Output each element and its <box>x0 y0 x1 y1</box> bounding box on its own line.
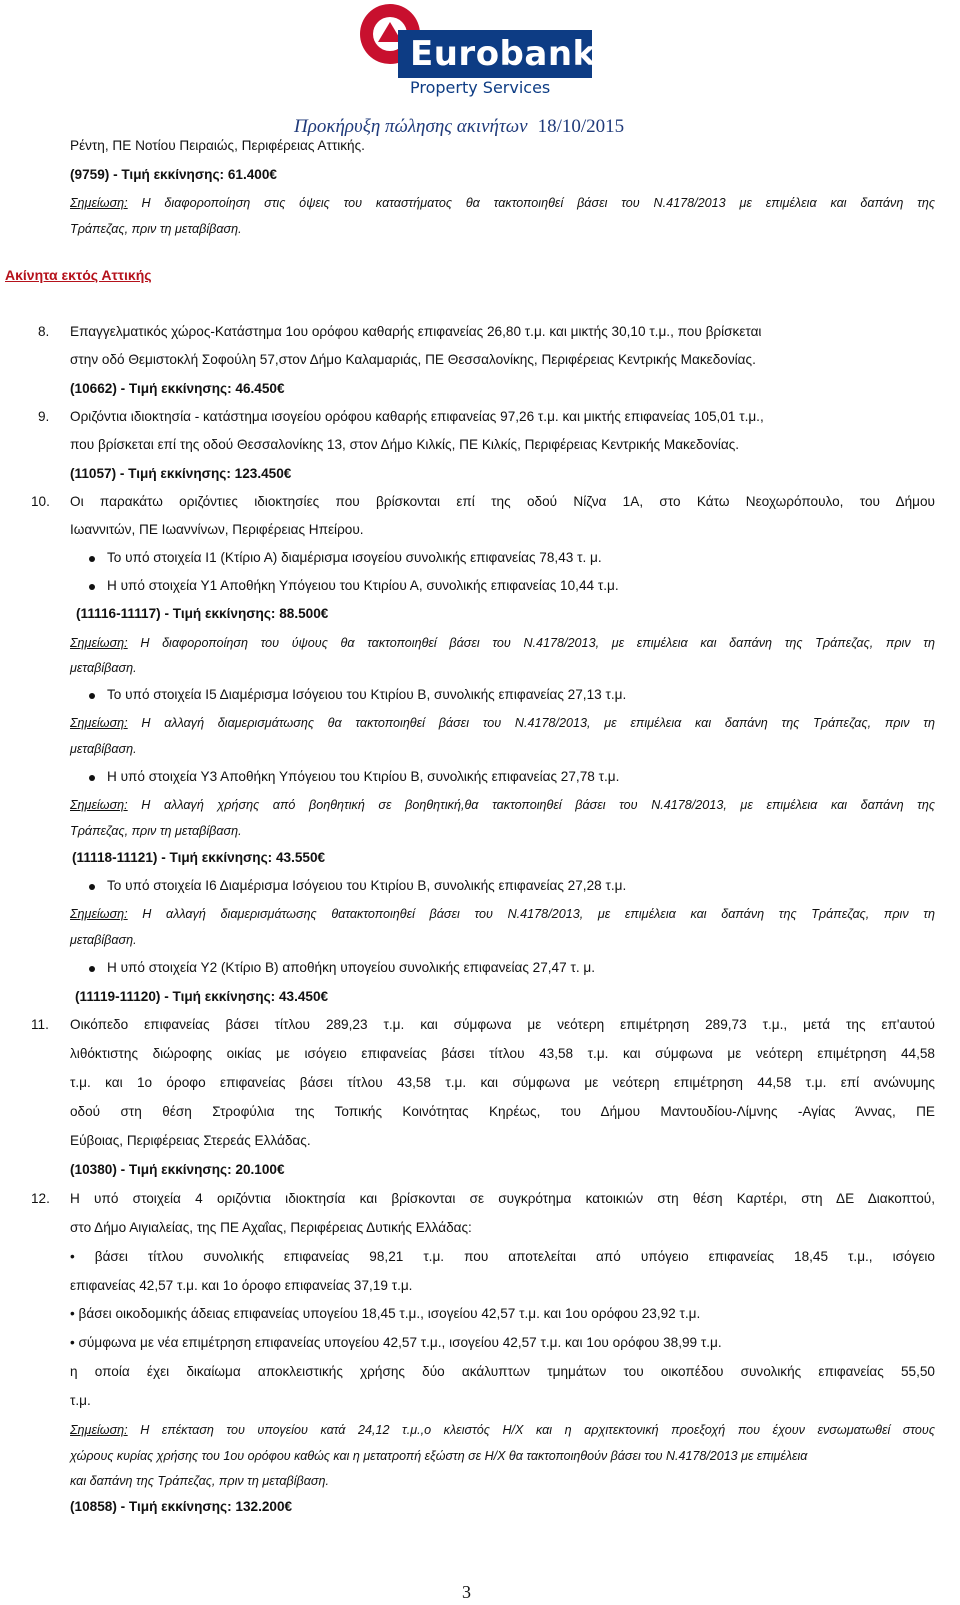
item-12-note-cont: χώρους κυρίας χρήσης του 1ου ορόφου καθώς και η μετατροπή εξώστη σε Η/Χ θα τακτοποιηθούν βάσει του Ν.4178/2013 με επιμέλεια <box>70 1449 808 1463</box>
item-10-line: Ιωαννιτών, ΠΕ Ιωαννίνων, Περιφέρειας Ηπείρου. <box>70 522 364 537</box>
item-10-note-cont: μεταβίβαση. <box>70 933 137 947</box>
item-10-note <box>70 796 935 814</box>
item-10-bullet: Η υπό στοιχεία Υ1 Αποθήκη Υπόγειου του Κτιρίου Α, συνολικής επιφανείας 10,44 τ.μ. <box>107 578 619 593</box>
item-10-note <box>70 634 935 652</box>
note-label: Σημείωση: <box>70 798 128 812</box>
logo-wordmark-box <box>398 30 596 78</box>
intro-price: (9759) - Τιμή εκκίνησης: 61.400€ <box>70 167 277 182</box>
item-11-line: οδού στη θέση Στροφύλια της Τοπικής Κοινότητας Κηρέως, του Δήμου Μαντουδίου-Λίμνης -Αγίας Άννας, ΠΕ <box>70 1104 935 1119</box>
note-text: Η αλλαγή διαμερισμάτωσης θα τακτοποιηθεί βάσει του Ν.4178/2013, με επιμέλεια και δαπάνη της Τράπεζας, πριν τη <box>127 716 935 730</box>
logo-brand-text: Eurobank <box>410 34 596 74</box>
eurobank-logo <box>360 4 596 98</box>
note-label: Σημείωση: <box>70 907 128 921</box>
note-text: Η διαφοροποίηση του ύψους θα τακτοποιηθεί βάσει του Ν.4178/2013, με επιμέλεια και δαπάνη της Τράπεζας, πριν τη <box>127 636 935 650</box>
item-10-note-cont: μεταβίβαση. <box>70 742 137 756</box>
bullet-icon <box>89 584 95 590</box>
bullet-icon <box>89 966 95 972</box>
item-8-line: στην οδό Θεμιστοκλή Σοφούλη 57,στον Δήμο Καλαμαριάς, ΠΕ Θεσσαλονίκης, Περιφέρειας Κεντρικής Μακεδονίας. <box>70 352 756 367</box>
item-9-line: που βρίσκεται επί της οδού Θεσσαλονίκης 13, στον Δήμο Κιλκίς, ΠΕ Κιλκίς, Περιφέρειας Κεντρικής Μακεδονίας. <box>70 437 740 452</box>
intro-location-line: Ρέντη, ΠΕ Νοτίου Πειραιώς, Περιφέρειας Αττικής. <box>70 138 365 153</box>
item-10-bullet: Το υπό στοιχεία Ι5 Διαμέρισμα Ισόγειου του Κτιρίου Β, συνολικής επιφανείας 27,13 τ.μ. <box>107 687 627 702</box>
item-11-line: λιθόκτιστης διώροφης οικίας με ισόγειο επιφανείας βάσει τίτλου 43,58 τ.μ. και σύμφωνα με νεότερη επιμέτρηση 44,58 <box>70 1046 935 1061</box>
item-10-bullet: Η υπό στοιχεία Υ2 (Κτίριο Β) αποθήκη υπογείου συνολικής επιφανείας 27,47 τ. μ. <box>107 960 595 975</box>
item-12-line: • βάσει οικοδομικής άδειας επιφανείας υπογείου 18,45 τ.μ., ισογείου 42,57 τ.μ. και 1ου ορόφου 23,92 τ.μ. <box>70 1306 701 1321</box>
item-12-line: Η υπό στοιχεία 4 οριζόντια ιδιοκτησία και βρίσκονται σε συγκρότημα κατοικιών στη θέση Καρτέρι, στη ΔΕ Διακοπτού, <box>70 1191 935 1206</box>
note-text: Η αλλαγή διαμερισμάτωσης θατακτοποιηθεί βάσει του Ν.4178/2013, με επιμέλεια και δαπάνη της Τράπεζας, πριν τη <box>127 907 935 921</box>
item-10-note-cont: μεταβίβαση. <box>70 661 137 675</box>
item-11-line: Εύβοιας, Περιφέρειας Στερεάς Ελλάδας. <box>70 1133 311 1148</box>
note-label: Σημείωση: <box>70 1423 128 1437</box>
item-9-line: Οριζόντια ιδιοκτησία - κατάστημα ισογείου ορόφου καθαρής επιφανείας 97,26 τ.μ. και μικτής επιφανείας 105,01 τ.μ., <box>70 409 764 424</box>
item-10-price: (11116-11117) - Τιμή εκκίνησης: 88.500€ <box>76 606 329 621</box>
document-header <box>294 116 624 138</box>
item-8-line: Επαγγελματικός χώρος-Κατάστημα 1ου ορόφου καθαρής επιφανείας 26,80 τ.μ. και μικτής 30,10 τ.μ., που βρίσκεται <box>70 324 762 339</box>
item-12-note <box>70 1421 935 1439</box>
item-10-line: Οι παρακάτω οριζόντιες ιδιοκτησίες που βρίσκονται επί της οδού Νίζνα 1Α, στο Κάτω Νεοχωρόπουλο, του Δήμου <box>70 494 935 509</box>
item-12-line: • βάσει τίτλου συνολικής επιφανείας 98,21 τ.μ. που αποτελείται από υπόγειο επιφανείας 18,45 τ.μ., ισόγειο <box>70 1249 935 1264</box>
item-12-line: στο Δήμο Αιγιαλείας, της ΠΕ Αχαΐας, Περιφέρειας Δυτικής Ελλάδας: <box>70 1220 472 1235</box>
item-10-number: 10. <box>31 494 50 509</box>
bullet-icon <box>89 556 95 562</box>
item-10-bullet: Το υπό στοιχεία Ι1 (Κτίριο Α) διαμέρισμα ισογείου συνολικής επιφανείας 78,43 τ. μ. <box>107 550 602 565</box>
item-10-bullet: Το υπό στοιχεία Ι6 Διαμέρισμα Ισόγειου του Κτιρίου Β, συνολικής επιφανείας 27,28 τ.μ. <box>107 878 627 893</box>
intro-note-cont: Τράπεζας, πριν τη μεταβίβαση. <box>70 222 242 236</box>
intro-note <box>70 194 935 212</box>
item-10-note <box>70 714 935 732</box>
item-10-note <box>70 905 935 923</box>
item-12-line: τ.μ. <box>70 1393 91 1408</box>
note-text: Η διαφοροποίηση στις όψεις του καταστήματος θα τακτοποιηθεί βάσει του Ν.4178/2013 με επιμέλεια και δαπάνη της <box>127 196 935 210</box>
page-number: 3 <box>462 1582 471 1602</box>
item-8-price: (10662) - Τιμή εκκίνησης: 46.450€ <box>70 381 285 396</box>
item-12-line: επιφανείας 42,57 τ.μ. και 1ο όροφο επιφανείας 37,19 τ.μ. <box>70 1278 413 1293</box>
document-header-date: 18/10/2015 <box>537 116 625 137</box>
bullet-icon <box>89 693 95 699</box>
note-text: Η αλλαγή χρήσης από βοηθητική σε βοηθητική,θα τακτοποιηθεί βάσει του Ν.4178/2013, με επιμέλεια και δαπάνη της <box>127 798 935 812</box>
bullet-icon <box>89 775 95 781</box>
note-label: Σημείωση: <box>70 636 128 650</box>
item-11-price: (10380) - Τιμή εκκίνησης: 20.100€ <box>70 1162 285 1177</box>
item-10-price: (11118-11121) - Τιμή εκκίνησης: 43.550€ <box>72 850 326 865</box>
item-12-number: 12. <box>31 1191 50 1206</box>
note-label: Σημείωση: <box>70 716 128 730</box>
logo-subtitle: Property Services <box>410 78 551 97</box>
note-text: Η επέκταση του υπογείου κατά 24,12 τ.μ.,ο κλειστός Η/Χ και η αρχιτεκτονική προεξοχή που έχουν ενσωματωθεί στους <box>127 1423 935 1437</box>
item-12-line: • σύμφωνα με νέα επιμέτρηση επιφανείας υπογείου 42,57 τ.μ., ισογείου 42,57 τ.μ. και 1ου ορόφου 38,99 τ.μ. <box>70 1335 722 1350</box>
item-9-number: 9. <box>38 409 50 424</box>
item-11-line: τ.μ. και 1ο όροφο επιφανείας βάσει τίτλου 43,58 τ.μ. και σύμφωνα με νεότερη επιμέτρηση 44,58 τ.μ. επί ανώνυμης <box>70 1075 935 1090</box>
item-9-price: (11057) - Τιμή εκκίνησης: 123.450€ <box>70 466 292 481</box>
bullet-icon <box>89 884 95 890</box>
note-label: Σημείωση: <box>70 196 128 210</box>
section-heading: Ακίνητα εκτός Αττικής <box>5 267 152 283</box>
document-header-title: Προκήρυξη πώλησης ακινήτων <box>294 116 528 137</box>
item-8-number: 8. <box>38 324 50 339</box>
item-10-bullet: Η υπό στοιχεία Υ3 Αποθήκη Υπόγειου του Κτιρίου Β, συνολικής επιφανείας 27,78 τ.μ. <box>107 769 620 784</box>
item-12-line: η οποία έχει δικαίωμα αποκλειστικής χρήσης δύο ακάλυπτων τμημάτων του οικοπέδου συνολικής επιφανείας 55,50 <box>70 1364 935 1379</box>
item-10-price: (11119-11120) - Τιμή εκκίνησης: 43.450€ <box>75 989 329 1004</box>
item-12-price: (10858) - Τιμή εκκίνησης: 132.200€ <box>70 1499 293 1514</box>
item-11-line: Οικόπεδο επιφανείας βάσει τίτλου 289,23 τ.μ. και σύμφωνα με νεότερη επιμέτρηση 289,73 τ.μ., μετά της επ'αυτού <box>70 1017 935 1032</box>
item-10-note-cont: Τράπεζας, πριν τη μεταβίβαση. <box>70 824 242 838</box>
item-11-number: 11. <box>31 1017 49 1032</box>
item-12-note-cont: και δαπάνη της Τράπεζας, πριν τη μεταβίβαση. <box>70 1474 329 1488</box>
